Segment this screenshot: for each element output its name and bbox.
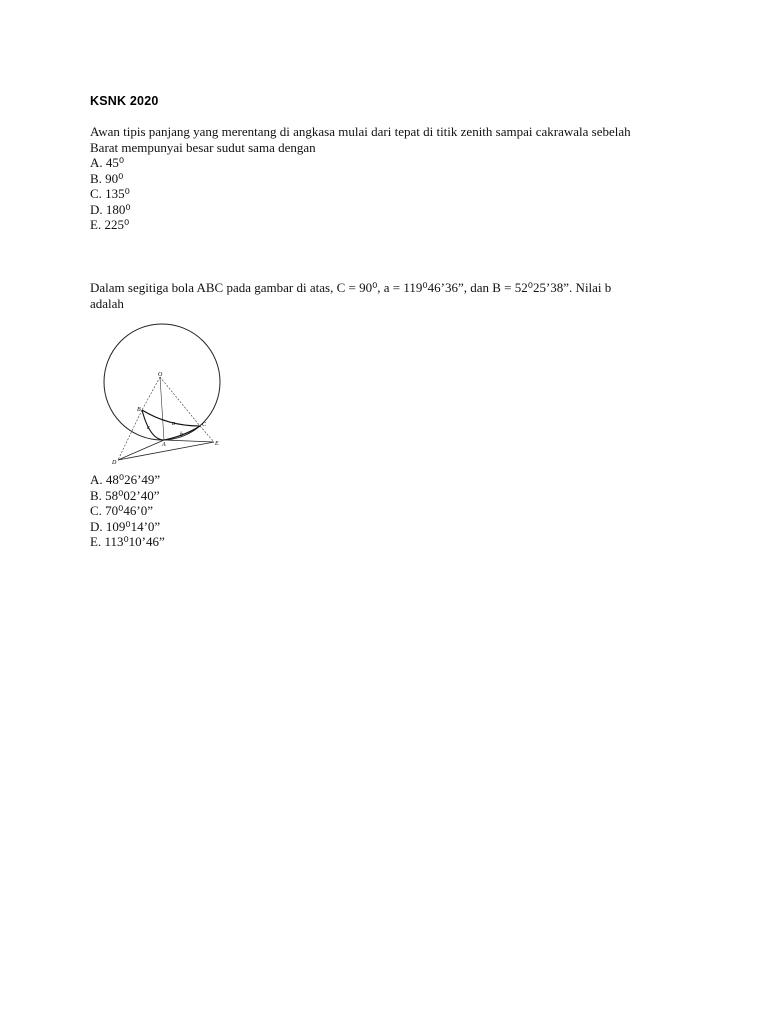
question-1-option: A. 45⁰: [90, 155, 125, 170]
line-o-b: [142, 377, 160, 410]
label-arc-c: c: [147, 425, 150, 431]
spherical-triangle-figure: [96, 312, 236, 468]
label-b: B: [137, 407, 141, 413]
label-o: O: [158, 372, 163, 378]
line-c-e: [200, 426, 214, 442]
question-1-option: B. 90⁰: [90, 170, 124, 186]
document-heading: KSNK 2020: [90, 94, 159, 108]
question-2-option: C. 70⁰46’0”: [90, 503, 153, 519]
question-2-line: adalah: [90, 296, 124, 311]
line-d-e: [118, 442, 214, 460]
question-1-line: Awan tipis panjang yang merentang di angkasa mulai dari tepat di titik zenith sampai cakrawala sebelah: [90, 124, 631, 139]
line-o-c: [160, 377, 200, 426]
line-o-a: [160, 377, 164, 440]
question-2-option: D. 109⁰14’0”: [90, 518, 161, 534]
question-2-option: E. 113⁰10’46”: [90, 534, 165, 550]
label-arc-a: a: [172, 421, 175, 427]
spherical-triangle-svg: [96, 312, 236, 468]
label-c: C: [202, 422, 207, 428]
question-2-line: Dalam segitiga bola ABC pada gambar di atas, C = 90⁰, a = 119⁰46’36”, dan B = 52⁰25’38”. Nilai b: [90, 280, 612, 295]
question-1-text: [90, 124, 690, 156]
arc-c: [142, 410, 164, 440]
label-d: D: [112, 460, 117, 466]
question-2-option: B. 58⁰02’40”: [90, 487, 160, 503]
question-2-text: [90, 280, 690, 312]
question-1-line: Barat mempunyai besar sudut sama dengan: [90, 140, 316, 155]
question-2-option: A. 48⁰26’49”: [90, 472, 161, 487]
label-a: A: [162, 442, 166, 448]
label-e: E: [215, 441, 219, 447]
label-arc-b: b: [180, 432, 183, 438]
question-1-options: [90, 155, 131, 233]
arc-a: [142, 410, 200, 426]
question-1-option: D. 180⁰: [90, 201, 131, 217]
question-1-option: C. 135⁰: [90, 186, 130, 202]
line-a-e: [164, 440, 214, 442]
question-2-options: [90, 472, 165, 550]
line-d-a: [118, 440, 164, 460]
question-1-option: E. 225⁰: [90, 217, 130, 233]
